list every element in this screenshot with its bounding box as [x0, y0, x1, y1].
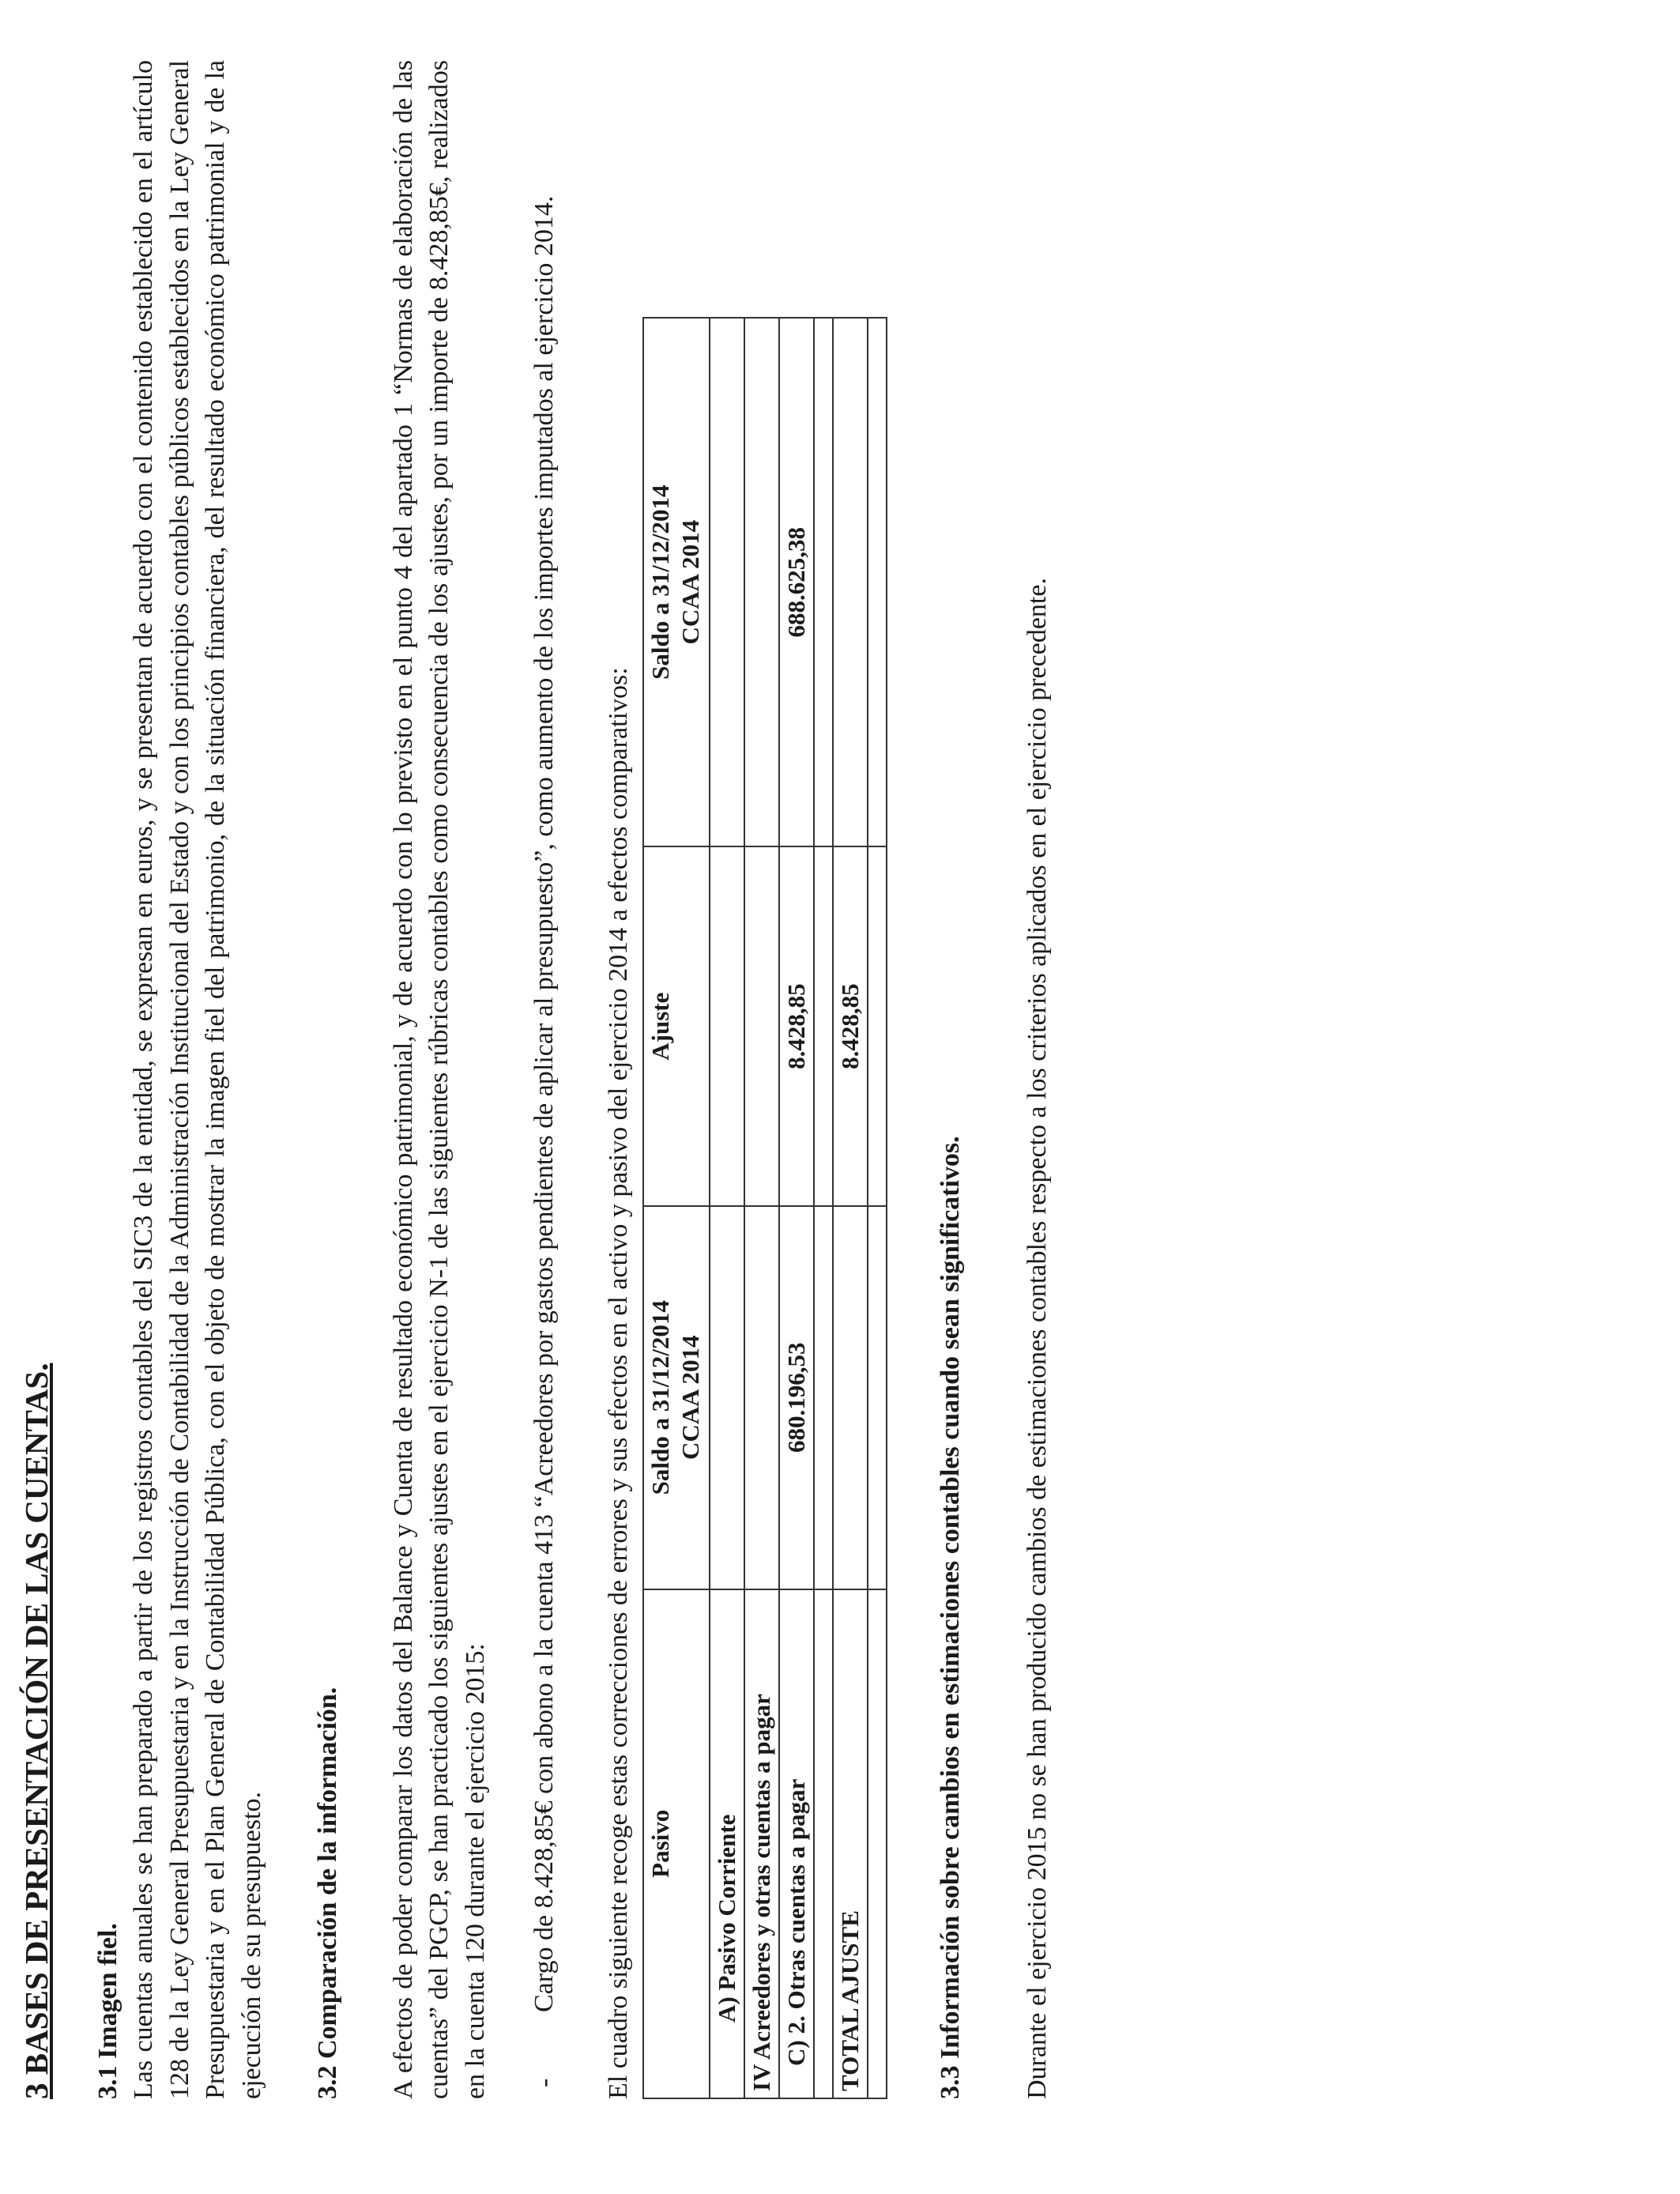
row-saldo-before	[744, 1206, 779, 1589]
table-row	[779, 318, 814, 2098]
row-saldo-after	[744, 318, 779, 846]
section-3-1	[91, 60, 269, 2099]
adjustments-table	[642, 317, 887, 2099]
header-saldo-before	[643, 1206, 710, 1589]
header-saldo-after-line1: Saldo a 31/12/2014	[646, 484, 675, 680]
table-row	[710, 318, 744, 2098]
section-3-3-text: Durante el ejercicio 2015 no se han producido cambios de estimaciones contables respecto a los criterios aplicados en el ejercicio precedente.	[1023, 578, 1053, 2099]
row-label: IV Acreedores y otras cuentas a pagar	[744, 1589, 779, 2098]
section-3-1-title: 3.1 Imagen fiel.	[93, 1923, 123, 2099]
header-pasivo: Pasivo	[643, 1589, 710, 2098]
table-header-row	[643, 318, 710, 2098]
bullet-text: Cargo de 8.428,85€ con abono a la cuenta 413 “Acreedores por gastos pendientes de aplicar al presupuesto”, como aumento de los importes imputados al ejercicio 2014.	[529, 195, 559, 2012]
section-3-1-text: Las cuentas anuales se han preparado a partir de los registros contables del SIC3 de la entidad, se expresan en euros, y se presentan de acuerdo con el contenido establecido en el artículo 128 de la Ley General Presupuestaria y en la Instrucción de Contabilidad de la Administración Institucional del Estado y con los principios contables públicos establecidos en la Ley General Presupuestaria y en el Plan General de Contabilidad Pública, con el objeto de mostrar la imagen fiel del patrimonio, de la situación financiera, del resultado económico patrimonial y de la ejecución de su presupuesto.	[129, 60, 266, 2099]
row-saldo-before: 680.196,53	[779, 1206, 814, 1589]
total-saldo-before	[833, 1206, 868, 1589]
section-heading: 3 BASES DE PRESENTACIÓN DE LAS CUENTAS.	[18, 1363, 55, 2099]
row-saldo-before	[710, 1206, 744, 1589]
total-saldo-after	[833, 318, 868, 846]
row-ajuste: 8.428,85	[779, 846, 814, 1206]
section-3-2-title: 3.2 Comparación de la información.	[313, 1687, 343, 2099]
row-saldo-after: 688.625,38	[779, 318, 814, 846]
header-saldo-after	[643, 318, 710, 846]
table-total-row	[833, 318, 868, 2098]
row-ajuste	[710, 846, 744, 1206]
header-ajuste: Ajuste	[643, 846, 710, 1206]
total-label: TOTAL AJUSTE	[833, 1589, 868, 2098]
table-row	[744, 318, 779, 2098]
row-label: A) Pasivo Corriente	[710, 1589, 744, 2098]
bullet-dash: -	[529, 2078, 559, 2087]
header-saldo-before-line2: CCAA 2014	[676, 1335, 705, 1461]
total-ajuste: 8.428,85	[833, 846, 868, 1206]
adjustment-bullet	[526, 60, 563, 2099]
row-label: C) 2. Otras cuentas a pagar	[779, 1589, 814, 2098]
table-intro-text: El cuadro siguiente recoge estas correcciones de errores y sus efectos en el activo y pasivo del ejercicio 2014 a efectos comparativos:	[603, 667, 633, 2099]
row-saldo-after	[710, 318, 744, 846]
section-3-3-title: 3.3 Información sobre cambios en estimaciones contables cuando sean significativos.	[936, 1136, 966, 2099]
row-ajuste	[744, 846, 779, 1206]
table-spacer-row	[868, 318, 887, 2098]
section-3-2-text: A efectos de poder comparar los datos del Balance y Cuenta de resultado económico patrimonial, y de acuerdo con lo previsto en el punto 4 del apartado 1 “Normas de elaboración de las cuentas” del PGCP, se han practicado los siguientes ajustes en el ejercicio N-1 de las siguientes rúbricas contables como consecuencia de los ajustes, por un importe de 8.428,85€, realizados en la cuenta 120 durante el ejercicio 2015:	[388, 60, 490, 2099]
document-content	[17, 60, 1056, 2099]
header-saldo-before-line1: Saldo a 31/12/2014	[646, 1300, 675, 1495]
header-saldo-after-line2: CCAA 2014	[676, 519, 705, 645]
table-spacer-row	[814, 318, 833, 2098]
